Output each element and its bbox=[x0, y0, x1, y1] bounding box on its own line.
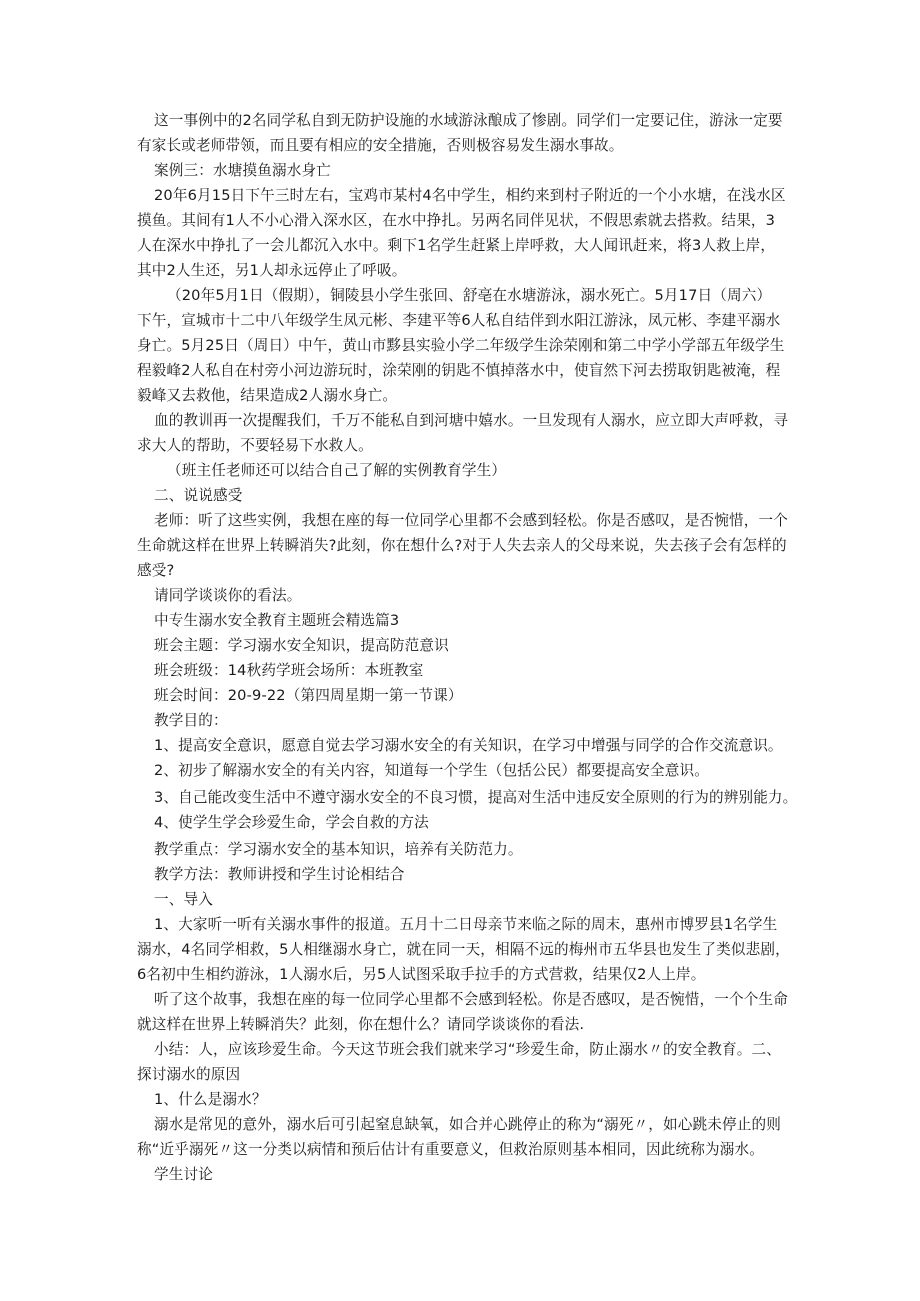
paragraph-line: 6名初中生相约游泳，1人溺水后，另5人试图采取手拉手的方式营救，结果仅2人上岸。 bbox=[137, 966, 706, 983]
meeting-class: 班会班级：14秋药学班会场所：本班教室 bbox=[154, 662, 424, 679]
paragraph-line: 有家长或老师带领，而且要有相应的安全措施，否则极容易发生溺水事故。 bbox=[137, 137, 624, 154]
meeting-theme: 班会主题：学习溺水安全知识，提高防范意识 bbox=[154, 637, 449, 654]
paragraph-line: 下午，宣城市十二中八年级学生凤元彬、李建平等6人私自结伴到水阳江游泳，凤元彬、李建平溺水 bbox=[137, 312, 781, 329]
paragraph-line: 毅峰又去救他，结果造成2人溺水身亡。 bbox=[137, 387, 398, 404]
meeting-time: 班会时间：20-9-22（第四周星期一第一节课） bbox=[154, 687, 463, 704]
paragraph-line: 听了这个故事，我想在座的每一位同学心里都不会感到轻松。你是否感叹，是否惋惜，一个个生命 bbox=[154, 991, 788, 1008]
paragraph-line: 感受? bbox=[137, 562, 175, 579]
objective-item: 3、自己能改变生活中不遵守溺水安全的不良习惯，提高对生活中违反安全原则的行为的辨别能力。 bbox=[154, 789, 798, 806]
note-line: （班主任老师还可以结合自己了解的实例教育学生） bbox=[167, 462, 507, 479]
teaching-objectives-heading: 教学目的： bbox=[154, 712, 228, 729]
objective-item: 4、使学生学会珍爱生命，学会自救的方法 bbox=[154, 814, 429, 831]
paragraph-line: 求大人的帮助，不要轻易下水救人。 bbox=[137, 437, 373, 454]
paragraph-line: 请同学谈谈你的看法。 bbox=[154, 587, 302, 604]
paragraph-line: 称“近乎溺死〃这一分类以病情和预后估计有重要意义，但救治原则基本相同，因此统称为溺水。 bbox=[137, 1141, 764, 1158]
paragraph-line: 程毅峰2人私自在村旁小河边游玩时，涂荣刚的钥匙不慎掉落水中，使盲然下河去捞取钥匙被淹，程 bbox=[137, 362, 781, 379]
section-heading: 二、说说感受 bbox=[154, 487, 243, 504]
paragraph-line: 1、大家听一听有关溺水事件的报道。五月十二日母亲节来临之际的周末，惠州市博罗县1名学生 bbox=[154, 916, 778, 933]
paragraph-line: 就这样在世界上转瞬消失？此刻，你在想什么？请同学谈谈你的看法. bbox=[137, 1016, 585, 1033]
objective-item: 2、初步了解溺水安全的有关内容，知道每一个学生（包括公民）都要提高安全意识。 bbox=[154, 762, 709, 779]
paragraph-line: 其中2人生还，另1人却永远停止了呼吸。 bbox=[137, 262, 407, 279]
paragraph-line: 溺水是常见的意外，溺水后可引起窒息缺氧，如合并心跳停止的称为“溺死〃，如心跳未停止的则 bbox=[154, 1116, 781, 1133]
paragraph-line: 20年6月15日下午三时左右，宝鸡市某村4名中学生，相约来到村子附近的一个小水塘，在浅水区 bbox=[154, 187, 786, 204]
paragraph-line: 溺水，4名同学相救，5人相继溺水身亡，就在同一天，相隔不远的梅州市五华县也发生了类似悲剧， bbox=[137, 941, 790, 958]
objective-item: 1、提高安全意识，愿意自觉去学习溺水安全的有关知识，在学习中增强与同学的合作交流意识。 bbox=[154, 737, 783, 754]
article-title: 中专生溺水安全教育主题班会精选篇3 bbox=[154, 612, 400, 629]
paragraph-line: 学生讨论 bbox=[154, 1166, 213, 1183]
section-heading: 一、导入 bbox=[154, 891, 213, 908]
paragraph-line: 身亡。5月25日（周日）中午，黄山市黟县实验小学二年级学生涂荣刚和第二中学小学部五年级学生 bbox=[137, 337, 785, 354]
teaching-focus: 教学重点：学习溺水安全的基本知识，培养有关防范力。 bbox=[154, 841, 523, 858]
paragraph-line: 老师：听了这些实例，我想在座的每一位同学心里都不会感到轻松。你是否感叹，是否惋惜，一个 bbox=[154, 512, 788, 529]
paragraph-line: 这一事例中的2名同学私自到无防护设施的水域游泳酿成了惨剧。同学们一定要记住，游泳一定要 bbox=[154, 112, 783, 129]
paragraph-line: 探讨溺水的原因 bbox=[137, 1066, 241, 1083]
paragraph-line: 小结：人，应该珍爱生命。今天这节班会我们就来学习“珍爱生命，防止溺水〃的安全教育。二、 bbox=[154, 1041, 781, 1058]
paragraph-line: （20年5月1日（假期），铜陵县小学生张回、舒亳在水塘游泳，溺水死亡。5月17日（周六） bbox=[167, 287, 772, 304]
case-heading: 案例三：水塘摸鱼溺水身亡 bbox=[154, 162, 331, 179]
paragraph-line: 生命就这样在世界上转瞬消失?此刻，你在想什么?对于人失去亲人的父母来说，失去孩子会有怎样的 bbox=[137, 537, 787, 554]
paragraph-line: 摸鱼。其间有1人不小心滑入深水区，在水中挣扎。另两名同伴见状，不假思索就去搭救。结果，3 bbox=[137, 212, 776, 229]
paragraph-line: 人在深水中挣扎了一会儿都沉入水中。剩下1名学生赶紧上岸呼救，大人闻讯赶来，将3人救上岸， bbox=[137, 237, 776, 254]
sub-heading: 1、什么是溺水？ bbox=[154, 1091, 267, 1108]
teaching-method: 教学方法：教师讲授和学生讨论相结合 bbox=[154, 866, 405, 883]
paragraph-line: 血的教训再一次提醒我们，千万不能私自到河塘中嬉水。一旦发现有人溺水，应立即大声呼救，寻 bbox=[154, 412, 788, 429]
